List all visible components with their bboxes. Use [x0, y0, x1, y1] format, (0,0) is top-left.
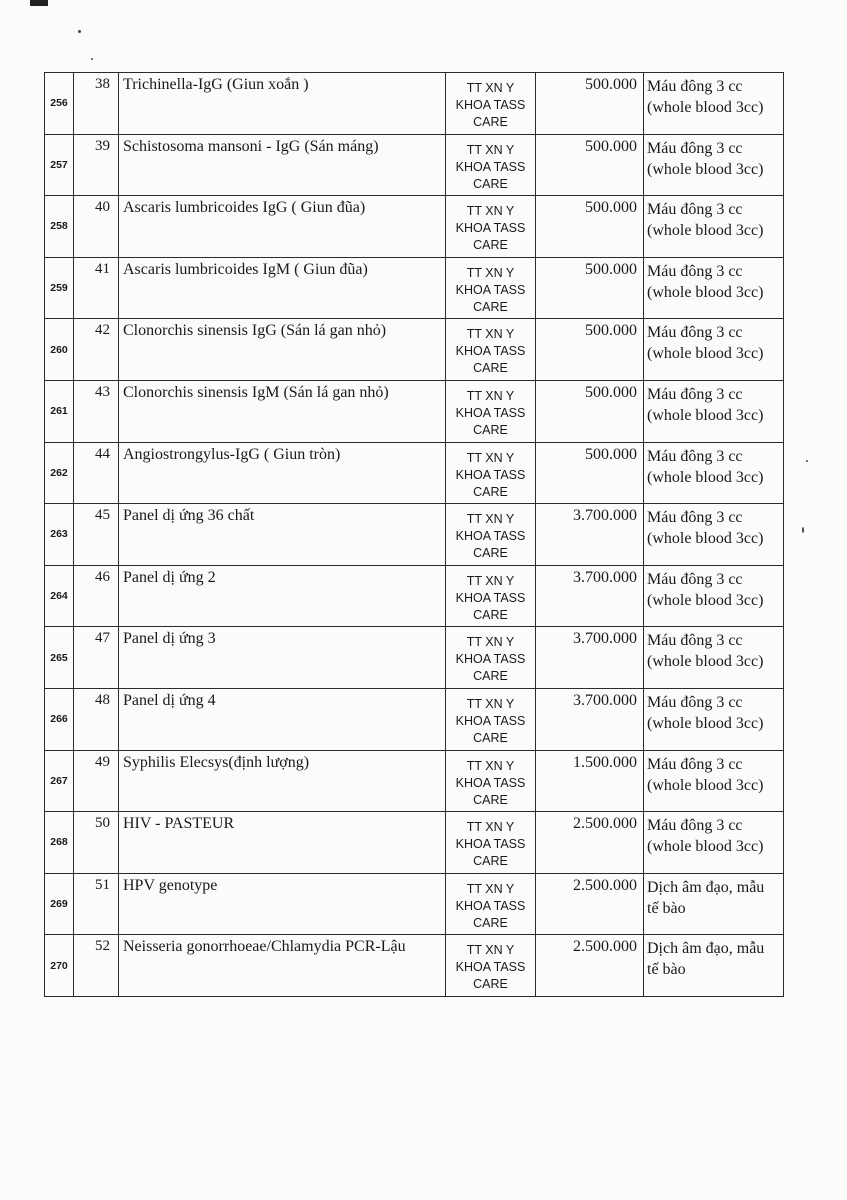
row-index: 269 [50, 898, 68, 911]
price-cell [536, 73, 644, 135]
table-row [45, 812, 784, 874]
laboratory-name-line: CARE [473, 238, 508, 253]
sample-type-cell [644, 812, 784, 874]
sample-type-line: Máu đông 3 cc [647, 139, 743, 157]
laboratory-cell [446, 73, 536, 135]
sample-type-line: Dịch âm đạo, mẫu [647, 878, 765, 896]
test-name: Panel dị ứng 3 [123, 630, 216, 648]
test-name: HPV genotype [123, 876, 218, 894]
sample-type-line: (whole blood 3cc) [647, 160, 764, 178]
sample-type-line: Máu đông 3 cc [647, 693, 743, 711]
test-name-cell [119, 319, 446, 381]
laboratory-name-line: KHOA TASS [455, 98, 526, 112]
table-row [45, 319, 784, 381]
sequence-number-cell [74, 134, 119, 196]
sequence-number: 50 [95, 815, 110, 832]
laboratory-cell [446, 750, 536, 812]
laboratory-cell [446, 196, 536, 258]
laboratory-name-line: TT XN Y [466, 943, 515, 958]
laboratory-name-line: TT XN Y [466, 81, 515, 95]
laboratory-name-line: TT XN Y [466, 265, 515, 280]
row-index-cell [45, 442, 74, 504]
test-name-cell [119, 380, 446, 442]
sample-type-line: (whole blood 3cc) [647, 530, 764, 548]
price: 2.500.000 [573, 876, 637, 894]
sequence-number-cell [74, 688, 119, 750]
sample-type-line: Máu đông 3 cc [647, 755, 743, 773]
sequence-number: 43 [95, 383, 110, 400]
sample-type-cell [644, 73, 784, 135]
price: 3.700.000 [573, 691, 637, 709]
sample-type-cell [644, 627, 784, 689]
table-row [45, 196, 784, 258]
sample-type-cell [644, 380, 784, 442]
laboratory-name-line: CARE [473, 607, 508, 622]
sample-type-cell [644, 504, 784, 566]
row-index-cell [45, 873, 74, 935]
price-cell [536, 504, 644, 566]
sequence-number-cell [74, 257, 119, 319]
laboratory-name-line: KHOA TASS [455, 405, 526, 420]
laboratory-name-line: CARE [473, 915, 508, 930]
laboratory-name-line: CARE [473, 546, 508, 561]
row-index: 264 [50, 590, 68, 603]
scan-speck [802, 527, 804, 533]
scan-speck [78, 30, 81, 33]
test-name-cell [119, 504, 446, 566]
sample-type-line: Máu đông 3 cc [647, 632, 743, 650]
sequence-number-cell [74, 935, 119, 997]
row-index: 256 [50, 97, 68, 110]
laboratory-name-line: TT XN Y [466, 512, 515, 527]
laboratory-name-line: TT XN Y [466, 696, 515, 711]
row-index: 259 [50, 282, 68, 295]
test-name: Clonorchis sinensis IgM (Sán lá gan nhỏ) [123, 383, 389, 401]
row-index: 260 [50, 343, 68, 356]
table-row [45, 750, 784, 812]
sequence-number: 47 [95, 630, 110, 647]
laboratory-name-line: TT XN Y [466, 327, 515, 342]
test-name-cell [119, 627, 446, 689]
laboratory-cell [446, 627, 536, 689]
sample-type-line: (whole blood 3cc) [647, 653, 764, 671]
sample-type-line: tế bào [647, 899, 686, 917]
sample-type-cell [644, 750, 784, 812]
laboratory-name-line: TT XN Y [466, 573, 515, 588]
table-row [45, 935, 784, 997]
laboratory-cell [446, 688, 536, 750]
price: 500.000 [585, 383, 637, 401]
sample-type-line: Dịch âm đạo, mẫu [647, 940, 765, 958]
price: 3.700.000 [573, 630, 637, 648]
sample-type-line: Máu đông 3 cc [647, 817, 743, 835]
laboratory-name-line: KHOA TASS [455, 344, 526, 359]
row-index-cell [45, 688, 74, 750]
table-row [45, 73, 784, 135]
sample-type-line: (whole blood 3cc) [647, 99, 764, 116]
price: 2.500.000 [573, 815, 637, 833]
laboratory-name-line: TT XN Y [466, 635, 515, 650]
price: 500.000 [585, 76, 637, 93]
laboratory-name-line: KHOA TASS [455, 960, 526, 975]
laboratory-name-line: KHOA TASS [455, 159, 526, 174]
laboratory-cell [446, 504, 536, 566]
test-name-cell [119, 688, 446, 750]
row-index-cell [45, 565, 74, 627]
row-index-cell [45, 134, 74, 196]
row-index: 262 [50, 466, 68, 479]
laboratory-name-line: TT XN Y [466, 758, 515, 773]
sample-type-line: (whole blood 3cc) [647, 283, 764, 301]
laboratory-name-line: KHOA TASS [455, 282, 526, 297]
test-name-cell [119, 750, 446, 812]
price-cell [536, 688, 644, 750]
sequence-number-cell [74, 812, 119, 874]
sample-type-cell [644, 442, 784, 504]
laboratory-cell [446, 442, 536, 504]
test-name-cell [119, 73, 446, 135]
sample-type-line: Máu đông 3 cc [647, 324, 743, 342]
price: 3.700.000 [573, 507, 637, 525]
laboratory-name-line: KHOA TASS [455, 652, 526, 667]
test-name: Panel dị ứng 4 [123, 691, 216, 709]
sample-type-line: (whole blood 3cc) [647, 468, 764, 486]
test-name: Panel dị ứng 36 chất [123, 507, 255, 525]
test-name: Angiostrongylus-IgG ( Giun tròn) [123, 445, 341, 463]
test-name-cell [119, 442, 446, 504]
sequence-number: 46 [95, 568, 110, 585]
row-index-cell [45, 380, 74, 442]
laboratory-name-line: TT XN Y [466, 142, 515, 157]
test-name: Panel dị ứng 2 [123, 568, 216, 586]
sequence-number-cell [74, 565, 119, 627]
price-cell [536, 627, 644, 689]
sample-type-line: Máu đông 3 cc [647, 447, 743, 465]
sequence-number-cell [74, 73, 119, 135]
test-name-cell [119, 873, 446, 935]
scan-speck [91, 58, 93, 60]
sample-type-line: (whole blood 3cc) [647, 838, 764, 856]
laboratory-name-line: TT XN Y [466, 881, 515, 896]
laboratory-name-line: CARE [473, 792, 508, 807]
test-name: HIV - PASTEUR [123, 815, 235, 833]
laboratory-name-line: KHOA TASS [455, 529, 526, 544]
price-cell [536, 565, 644, 627]
sample-type-line: Máu đông 3 cc [647, 201, 743, 219]
sequence-number-cell [74, 750, 119, 812]
price: 500.000 [585, 137, 637, 155]
laboratory-name-line: CARE [473, 977, 508, 992]
sequence-number-cell [74, 319, 119, 381]
sequence-number: 48 [95, 691, 110, 708]
sample-type-line: Máu đông 3 cc [647, 509, 743, 527]
sequence-number: 38 [95, 76, 110, 92]
laboratory-cell [446, 935, 536, 997]
sample-type-line: Máu đông 3 cc [647, 570, 743, 588]
price: 500.000 [585, 322, 637, 340]
sequence-number: 44 [95, 445, 110, 462]
sample-type-line: (whole blood 3cc) [647, 591, 764, 609]
laboratory-cell [446, 257, 536, 319]
row-index-cell [45, 257, 74, 319]
laboratory-name-line: KHOA TASS [455, 467, 526, 482]
sample-type-line: (whole blood 3cc) [647, 714, 764, 732]
sequence-number-cell [74, 442, 119, 504]
sequence-number-cell [74, 380, 119, 442]
sequence-number: 41 [95, 260, 110, 277]
sequence-number: 51 [95, 876, 110, 893]
sequence-number-cell [74, 873, 119, 935]
price-cell [536, 257, 644, 319]
table-row [45, 873, 784, 935]
table-row [45, 442, 784, 504]
sequence-number: 42 [95, 322, 110, 339]
test-name-cell [119, 565, 446, 627]
row-index: 268 [50, 836, 68, 849]
table-row [45, 504, 784, 566]
laboratory-name-line: CARE [473, 730, 508, 745]
price-cell [536, 442, 644, 504]
sample-type-cell [644, 319, 784, 381]
sample-type-line: (whole blood 3cc) [647, 776, 764, 794]
laboratory-name-line: CARE [473, 176, 508, 191]
laboratory-cell [446, 319, 536, 381]
laboratory-cell [446, 812, 536, 874]
price: 500.000 [585, 445, 637, 463]
laboratory-cell [446, 565, 536, 627]
laboratory-name-line: CARE [473, 669, 508, 684]
price-cell [536, 134, 644, 196]
test-name-cell [119, 134, 446, 196]
laboratory-name-line: CARE [473, 422, 508, 437]
row-index: 270 [50, 959, 68, 972]
laboratory-name-line: KHOA TASS [455, 898, 526, 913]
sequence-number: 39 [95, 137, 110, 154]
price-cell [536, 873, 644, 935]
sample-type-cell [644, 134, 784, 196]
table-row [45, 380, 784, 442]
sequence-number-cell [74, 196, 119, 258]
test-name: Ascaris lumbricoides IgM ( Giun đũa) [123, 260, 368, 278]
price-cell [536, 750, 644, 812]
sample-type-line: Máu đông 3 cc [647, 385, 743, 403]
laboratory-cell [446, 873, 536, 935]
laboratory-cell [446, 380, 536, 442]
table-row [45, 627, 784, 689]
sample-type-line: (whole blood 3cc) [647, 406, 764, 424]
row-index-cell [45, 196, 74, 258]
row-index: 257 [50, 158, 68, 171]
laboratory-name-line: TT XN Y [466, 450, 515, 465]
price-cell [536, 935, 644, 997]
table-row [45, 134, 784, 196]
sequence-number: 49 [95, 753, 110, 770]
sample-type-cell [644, 873, 784, 935]
table-body [45, 73, 784, 997]
row-index: 266 [50, 713, 68, 726]
laboratory-name-line: CARE [473, 484, 508, 499]
price-cell [536, 319, 644, 381]
laboratory-name-line: KHOA TASS [455, 221, 526, 236]
row-index-cell [45, 627, 74, 689]
sample-type-line: (whole blood 3cc) [647, 345, 764, 363]
price-cell [536, 196, 644, 258]
test-name: Neisseria gonorrhoeae/Chlamydia PCR-Lậu [123, 938, 406, 956]
laboratory-name-line: CARE [473, 854, 508, 869]
price-cell [536, 812, 644, 874]
test-name-cell [119, 196, 446, 258]
scan-artifact [30, 0, 48, 6]
test-name: Ascaris lumbricoides IgG ( Giun đũa) [123, 199, 366, 217]
sample-type-cell [644, 935, 784, 997]
price: 2.500.000 [573, 938, 637, 956]
row-index-cell [45, 319, 74, 381]
row-index-cell [45, 935, 74, 997]
row-index-cell [45, 812, 74, 874]
table-row [45, 565, 784, 627]
sample-type-cell [644, 257, 784, 319]
sequence-number-cell [74, 627, 119, 689]
row-index-cell [45, 504, 74, 566]
laboratory-name-line: TT XN Y [466, 204, 515, 219]
sequence-number-cell [74, 504, 119, 566]
row-index-cell [45, 750, 74, 812]
laboratory-name-line: TT XN Y [466, 388, 515, 403]
price: 1.500.000 [573, 753, 637, 771]
laboratory-cell [446, 134, 536, 196]
sample-type-cell [644, 565, 784, 627]
test-name-cell [119, 935, 446, 997]
laboratory-name-line: KHOA TASS [455, 775, 526, 790]
test-name: Trichinella-IgG (Giun xoắn ) [123, 76, 309, 93]
test-name-cell [119, 257, 446, 319]
sample-type-line: tế bào [647, 961, 686, 979]
sequence-number: 52 [95, 938, 110, 955]
laboratory-name-line: KHOA TASS [455, 713, 526, 728]
laboratory-name-line: CARE [473, 299, 508, 314]
test-name: Syphilis Elecsys(định lượng) [123, 753, 310, 771]
table-row [45, 257, 784, 319]
row-index: 263 [50, 528, 68, 541]
scan-speck [806, 460, 808, 462]
test-name: Schistosoma mansoni - IgG (Sán máng) [123, 137, 379, 155]
sample-type-line: (whole blood 3cc) [647, 222, 764, 240]
sample-type-line: Máu đông 3 cc [647, 78, 743, 95]
price: 3.700.000 [573, 568, 637, 586]
laboratory-name-line: CARE [473, 115, 508, 129]
sequence-number: 40 [95, 199, 110, 216]
sample-type-cell [644, 688, 784, 750]
laboratory-name-line: KHOA TASS [455, 590, 526, 605]
price: 500.000 [585, 199, 637, 217]
test-name-cell [119, 812, 446, 874]
row-index: 261 [50, 405, 68, 418]
table-row [45, 688, 784, 750]
row-index: 258 [50, 220, 68, 233]
laboratory-name-line: KHOA TASS [455, 837, 526, 852]
row-index-cell [45, 73, 74, 135]
sequence-number: 45 [95, 507, 110, 524]
price: 500.000 [585, 260, 637, 278]
sample-type-line: Máu đông 3 cc [647, 262, 743, 280]
test-name: Clonorchis sinensis IgG (Sán lá gan nhỏ) [123, 322, 387, 340]
laboratory-name-line: TT XN Y [466, 820, 515, 835]
row-index: 267 [50, 774, 68, 787]
price-cell [536, 380, 644, 442]
sample-type-cell [644, 196, 784, 258]
laboratory-name-line: CARE [473, 361, 508, 376]
lab-test-price-table [44, 72, 784, 997]
row-index: 265 [50, 651, 68, 664]
